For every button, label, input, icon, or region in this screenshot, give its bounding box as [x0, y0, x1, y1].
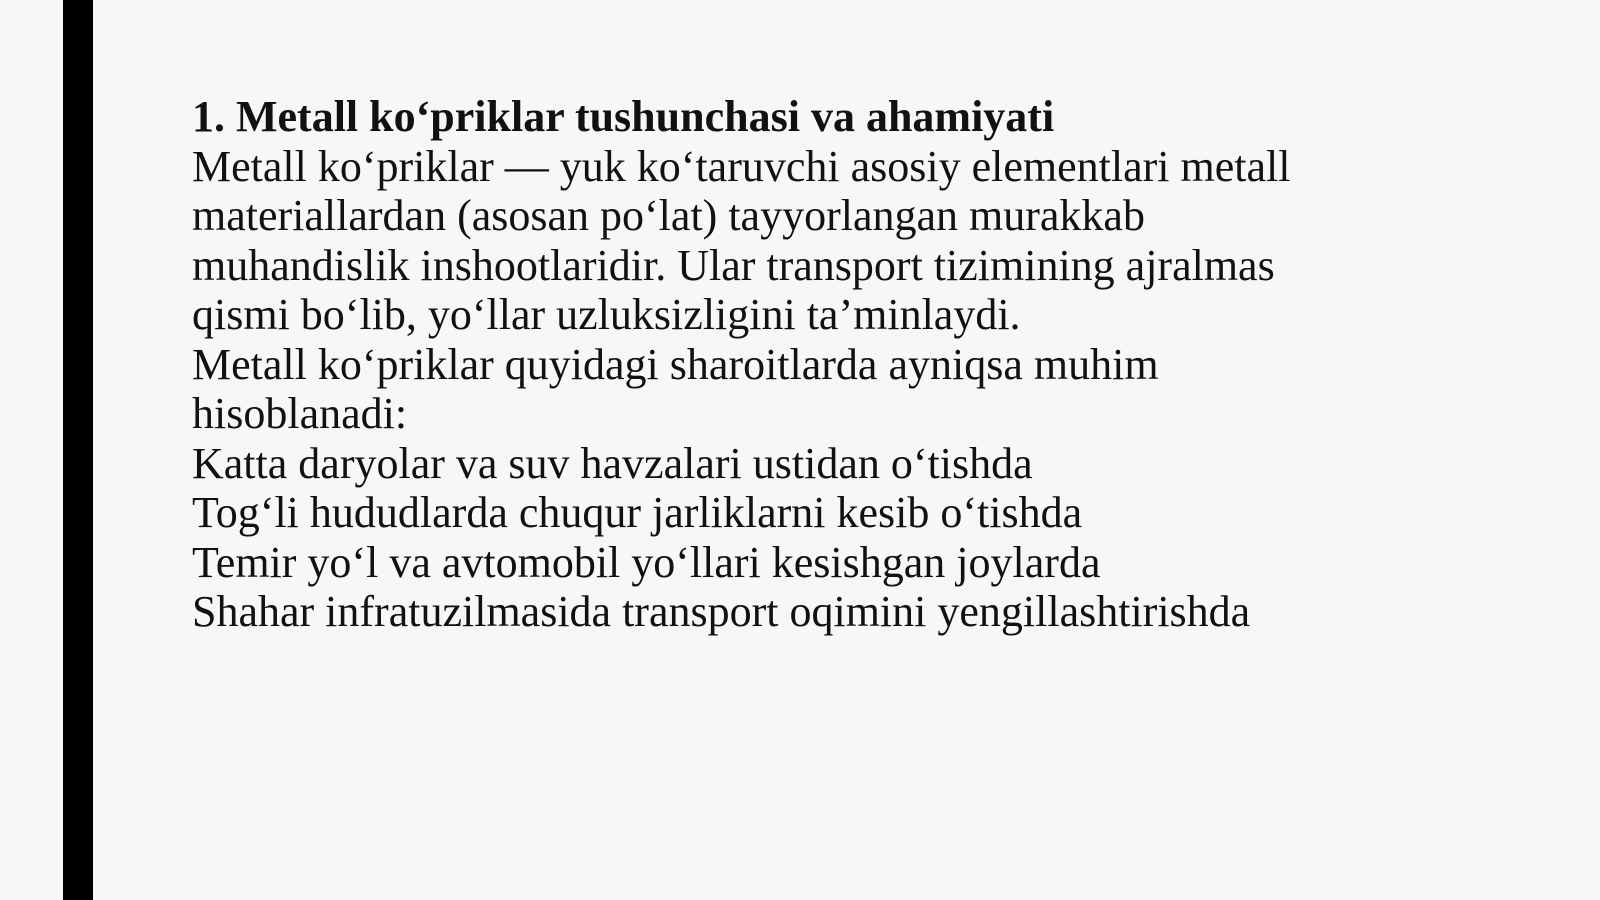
list-item: Tog‘li hududlarda chuqur jarliklarni kesib o‘tishda	[192, 488, 1083, 537]
list-item: Temir yo‘l va avtomobil yo‘llari kesishgan joylarda	[192, 537, 1101, 587]
definition-paragraph	[192, 142, 1572, 340]
paragraph-line: materiallardan (asosan po‘lat) tayyorlangan murakkab	[192, 191, 1145, 240]
slide-heading: 1. Metall ko‘priklar tushunchasi va ahamiyati	[192, 92, 1055, 141]
paragraph-line: qismi bo‘lib, yo‘llar uzluksizligini ta’minlaydi.	[192, 290, 1021, 339]
left-accent-bar	[63, 0, 93, 900]
conditions-list	[192, 439, 1572, 637]
paragraph-line: muhandislik inshootlaridir. Ular transport tizimining ajralmas	[192, 240, 1275, 290]
paragraph-line: Metall ko‘priklar quyidagi sharoitlarda ayniqsa muhim	[192, 339, 1159, 389]
list-item: Katta daryolar va suv havzalari ustidan o‘tishda	[192, 438, 1033, 488]
paragraph-line: Metall ko‘priklar — yuk ko‘taruvchi asosiy elementlari metall	[192, 141, 1291, 191]
importance-intro-paragraph	[192, 340, 1572, 439]
list-item: Shahar infratuzilmasida transport oqimini yengillashtirishda	[192, 587, 1251, 636]
paragraph-line: hisoblanadi:	[192, 389, 408, 438]
slide-content	[192, 92, 1572, 637]
